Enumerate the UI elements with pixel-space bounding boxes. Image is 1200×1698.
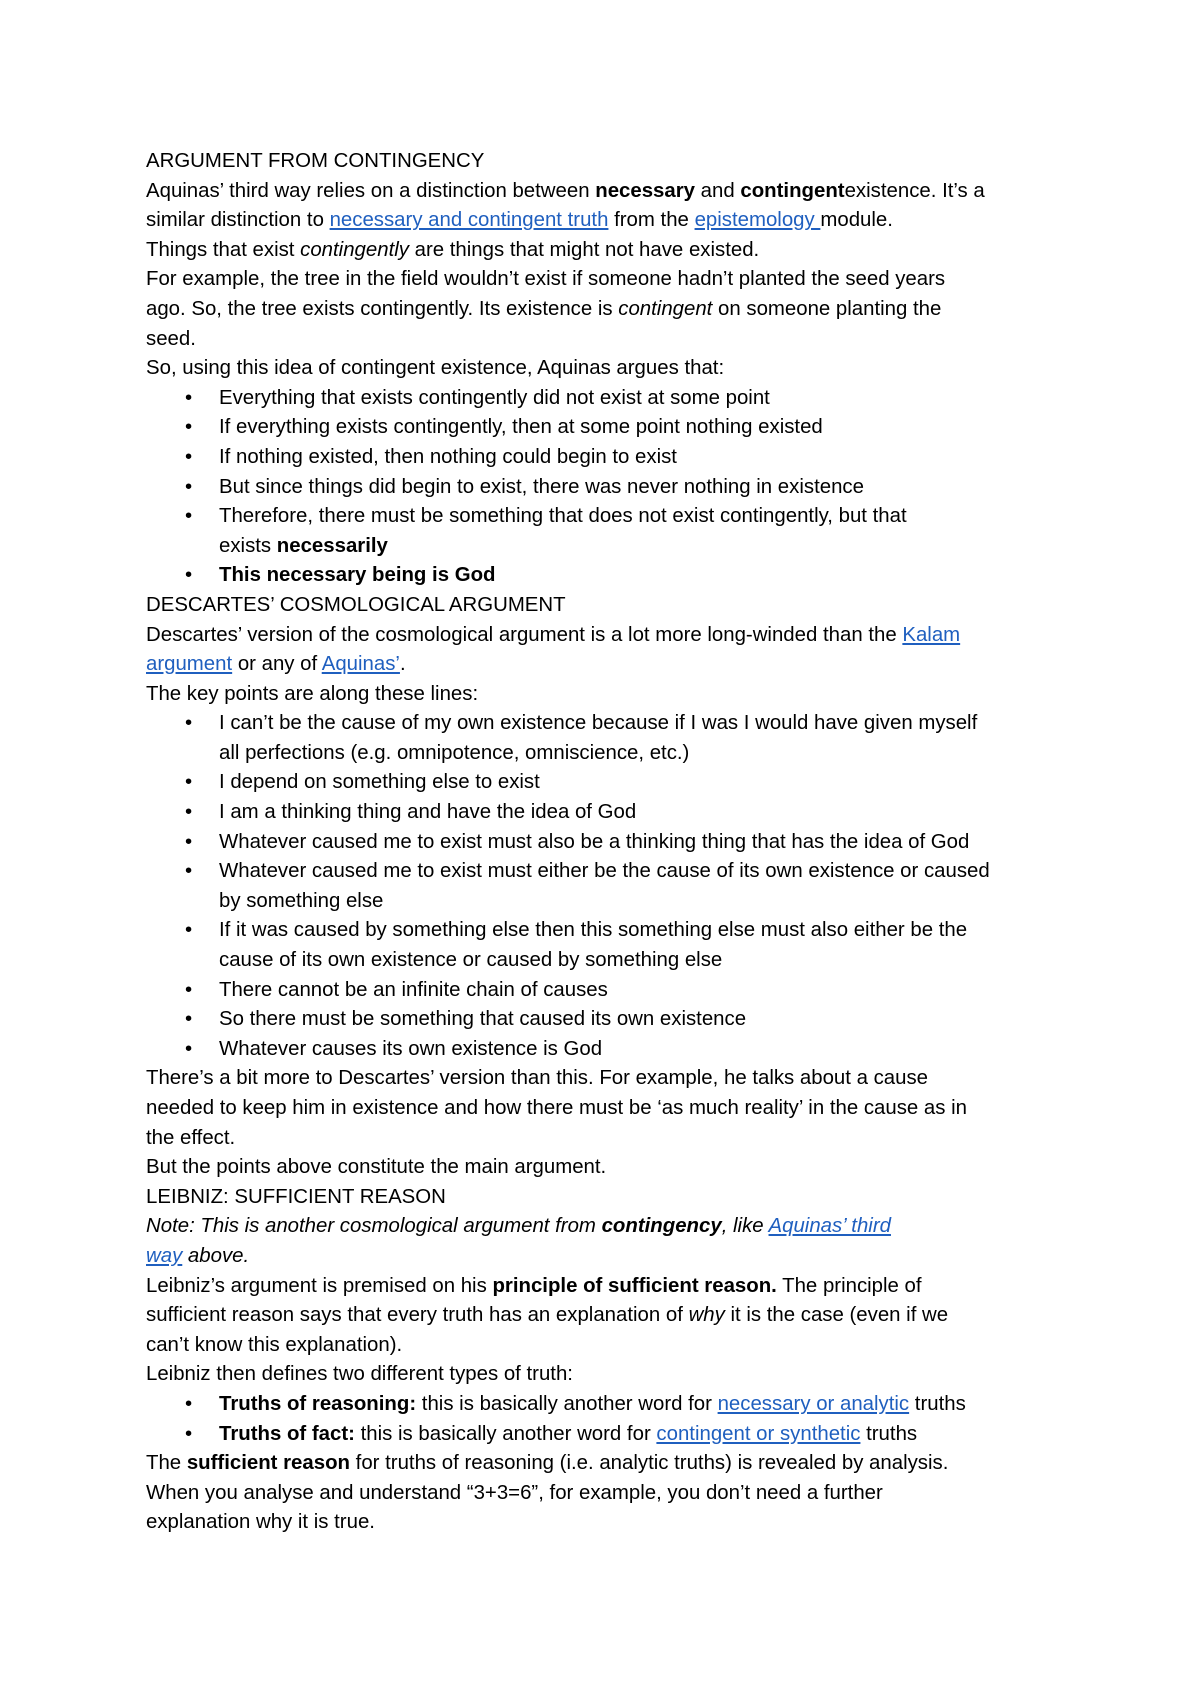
document-body [146,147,1076,1538]
paragraph-line: For example, the tree in the field wouldn’t exist if someone hadn’t planted the seed years [146,268,946,291]
paragraph-line: sufficient reason says that every truth has an explanation of why it is the case (even if we [146,1304,949,1327]
list-item: • Therefore, there must be something that does not exist contingently, but that [146,502,1076,532]
list-item: • Truths of fact: this is basically another word for contingent or synthetic truths [146,1420,1076,1450]
paragraph-line: Descartes’ version of the cosmological argument is a lot more long-winded than the Kalam [146,623,961,646]
link-epistemology[interactable]: epistemology [694,209,821,232]
paragraph-line: argument or any of Aquinas’. [146,653,406,676]
list-item: • If everything exists contingently, then at some point nothing existed [146,413,1076,443]
list-item: • But since things did begin to exist, there was never nothing in existence [146,473,1076,503]
list-item: • Whatever causes its own existence is God [146,1035,1076,1065]
paragraph-line: Things that exist contingently are things that might not have existed. [146,238,760,261]
list-item: • If it was caused by something else then this something else must also either be the [146,916,1076,946]
list-item: • Truths of reasoning: this is basically another word for necessary or analytic truths [146,1390,1076,1420]
paragraph-line: The key points are along these lines: [146,682,479,705]
list-item: • I depend on something else to exist [146,768,1076,798]
note-line: Note: This is another cosmological argument from contingency, like Aquinas’ third [146,1215,891,1238]
list-item: • There cannot be an infinite chain of causes [146,976,1076,1006]
bold-term: necessary [595,179,696,202]
list-item: • If nothing existed, then nothing could begin to exist [146,443,1076,473]
list-item-continuation: all perfections (e.g. omnipotence, omniscience, etc.) [219,741,690,764]
list-item: • Everything that exists contingently did not exist at some point [146,384,1076,414]
link-necessary-contingent-truth[interactable]: necessary and contingent truth [329,209,609,232]
note-line: way above. [146,1244,250,1267]
paragraph-line: Leibniz then defines two different types of truth: [146,1363,573,1386]
heading-leibniz-sufficient-reason: LEIBNIZ: SUFFICIENT REASON [146,1185,446,1208]
paragraph-line: the effect. [146,1126,236,1149]
paragraph-line: needed to keep him in existence and how there must be ‘as much reality’ in the cause as in [146,1097,968,1119]
link-kalam-argument[interactable]: Kalam [902,623,961,646]
paragraph-line: When you analyse and understand “3+3=6”, for example, you don’t need a further [146,1481,883,1504]
list-item-continuation: by something else [219,889,384,912]
paragraph-line: can’t know this explanation). [146,1333,403,1356]
list-item-continuation: exists necessarily [219,534,388,557]
link-aquinas-third-way[interactable]: Aquinas’ third [768,1215,891,1238]
link-necessary-or-analytic[interactable]: necessary or analytic [717,1392,910,1415]
paragraph-line: Leibniz’s argument is premised on his principle of sufficient reason. The principle of [146,1274,922,1297]
list-item: • I am a thinking thing and have the idea of God [146,798,1076,828]
paragraph-line: The sufficient reason for truths of reasoning (i.e. analytic truths) is revealed by analysis. [146,1452,949,1475]
list-item: • This necessary being is God [146,561,1076,591]
paragraph-line: There’s a bit more to Descartes’ version than this. For example, he talks about a cause [146,1067,929,1090]
list-item: • So there must be something that caused its own existence [146,1005,1076,1035]
link-aquinas[interactable]: Aquinas’ [321,653,400,676]
list-item: • Whatever caused me to exist must either be the cause of its own existence or caused [146,857,1076,887]
link-kalam-argument[interactable]: argument [146,653,233,676]
list-item-continuation: cause of its own existence or caused by something else [219,949,723,972]
paragraph-line: explanation why it is true. [146,1511,375,1534]
heading-descartes-cosmological-argument: DESCARTES’ COSMOLOGICAL ARGUMENT [146,593,566,616]
list-item: • Whatever caused me to exist must also be a thinking thing that has the idea of God [146,828,1076,858]
paragraph-line: So, using this idea of contingent existence, Aquinas argues that: [146,357,725,380]
list-item: • I can’t be the cause of my own existence because if I was I would have given myself [146,709,1076,739]
paragraph-line: Aquinas’ third way relies on a distinction between necessary and contingentexistence. It’s a [146,179,985,202]
paragraph-line: But the points above constitute the main argument. [146,1156,607,1179]
paragraph-line: similar distinction to necessary and contingent truth from the epistemology module. [146,209,893,232]
paragraph-line: seed. [146,327,196,350]
bold-term: contingent [740,179,845,202]
link-aquinas-third-way[interactable]: way [146,1244,183,1267]
heading-argument-from-contingency: ARGUMENT FROM CONTINGENCY [146,150,485,172]
link-contingent-or-synthetic[interactable]: contingent or synthetic [656,1422,861,1445]
paragraph-line: ago. So, the tree exists contingently. Its existence is contingent on someone planting the [146,297,942,320]
